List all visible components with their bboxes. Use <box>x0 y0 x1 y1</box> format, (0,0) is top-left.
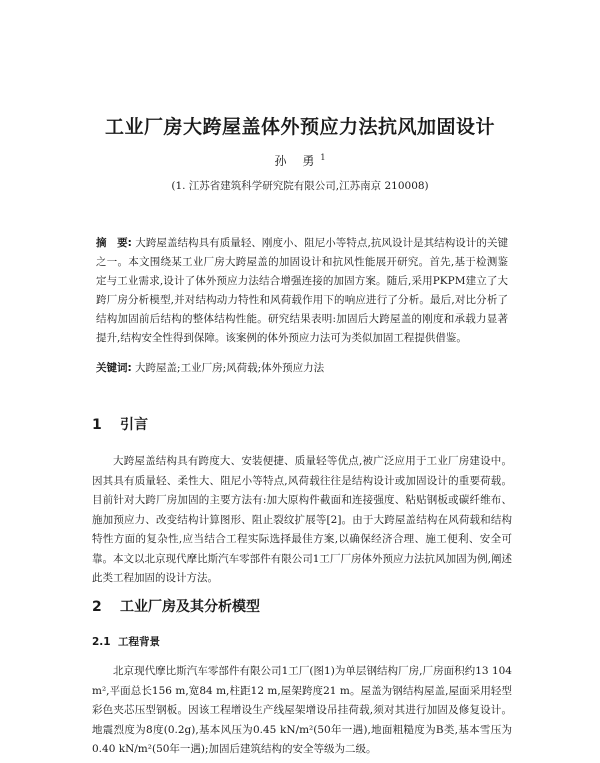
section-heading-model <box>92 596 260 616</box>
author-superscript: 1 <box>320 153 326 162</box>
keywords <box>96 359 508 377</box>
abstract <box>96 234 508 348</box>
section-number: 2 <box>92 599 102 615</box>
paper-title: 工业厂房大跨屋盖体外预应力法抗风加固设计 <box>104 116 495 138</box>
abstract-label: 摘 要: <box>96 237 132 249</box>
abstract-text: 大跨屋盖结构具有质量轻、刚度小、阻尼小等特点,抗风设计是其结构设计的关键之一。本文围绕某工业厂房大跨屋盖的加固设计和抗风性能展开研究。首先,基于检测鉴定与工业需求,设计了体外预应力法结合增强连接的加固方案。随后,采用PKPM建立了大跨厂房分析模型,并对结构动力特性和风荷载作用下的响应进行了分析。最后,对比分析了结构加固前后结构的整体结构性能。研究结果表明:加固后大跨屋盖的刚度和承载力显著提升,结构安全性得到保障。该案例的体外预应力法可为类似加固工程提供借鉴。 <box>96 237 509 344</box>
subsection-heading <box>92 634 160 649</box>
keywords-text: 大跨屋盖;工业厂房;风荷载;体外预应力法 <box>135 362 325 374</box>
section-number: 1 <box>92 417 102 433</box>
background-paragraph: 北京现代摩比斯汽车零部件有限公司1工厂(图1)为单层钢结构厂房,厂房面积约13 104 m²,平面总长156 m,宽84 m,柱距12 m,屋架跨度21 m。屋盖为钢结构屋盖,屋面采用轻型彩色夹芯压型钢板。因该工程增设生产线屋架增设吊挂荷载,须对其进行加固及修复设计。地震烈度为8度(0.2g),基本风压为0.45 kN/m²(50年一遇),地面粗糙度为B类,基本雪压为0.40 kN/m²(50年一遇);加固后建筑结构的安全等级为二级。 <box>92 665 512 755</box>
author-name: 孙 勇 <box>274 154 321 168</box>
subsection-title: 工程背景 <box>118 636 160 648</box>
section-title: 引言 <box>120 417 148 433</box>
keywords-label: 关键词: <box>96 362 132 374</box>
intro-paragraph: 大跨屋盖结构具有跨度大、安装便捷、质量轻等优点,被广泛应用于工业厂房建设中。因其具有质量轻、柔性大、阻尼小等特点,风荷载往往是结构设计或加固设计的重要荷载。目前针对大跨厂房加固的主要方法有:加大原构件截面和连接强度、粘贴钢板或碳纤维布、施加预应力、改变结构计算图形、阻止裂纹扩展等[2]。由于大跨屋盖结构在风荷载和结构特性方面的复杂性,应当结合工程实际选择最佳方案,以确保经济合理、施工便利、安全可靠。本文以北京现代摩比斯汽车零部件有限公司1工厂厂房体外预应力法抗风加固为例,阐述此类工程加固的设计方法。 <box>92 455 512 584</box>
affiliation: (1. 江苏省建筑科学研究院有限公司,江苏南京 210008) <box>171 180 429 192</box>
subsection-number: 2.1 <box>92 636 111 648</box>
section-heading-intro <box>92 414 148 434</box>
section-title: 工业厂房及其分析模型 <box>120 599 260 615</box>
author-line <box>0 152 600 169</box>
